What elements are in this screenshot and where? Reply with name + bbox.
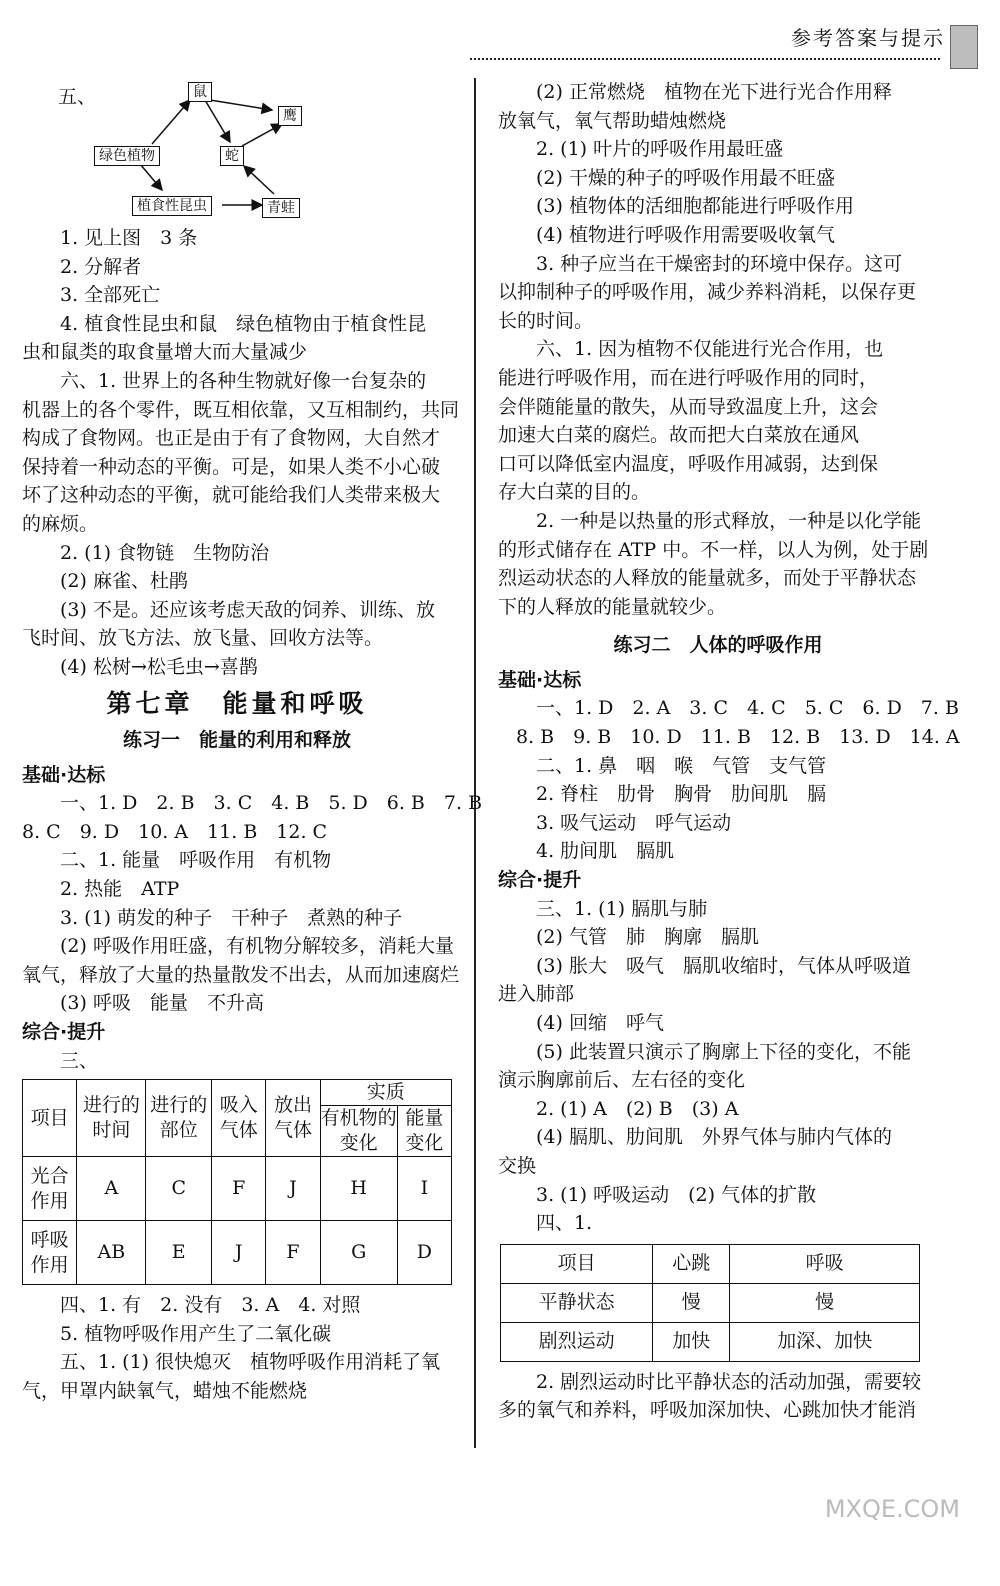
answer-line: (2) 气管 肺 胸廓 膈肌 [536, 926, 759, 949]
arrow-snake-to-eagle [242, 124, 282, 146]
answer-line: 四、1. [536, 1212, 593, 1235]
table-cell: 光合作用 [23, 1157, 77, 1221]
answer-line: (2) 呼吸作用旺盛，有机物分解较多，消耗大量 [60, 935, 454, 958]
header-divider [470, 58, 940, 60]
answer-line: 的麻烦。 [22, 512, 99, 535]
table-cell: E [146, 1221, 212, 1285]
answer-line: (2) 正常燃烧 植物在光下进行光合作用释 [536, 81, 892, 103]
table-cell: H [320, 1157, 397, 1221]
table-cell: 剧烈运动 [501, 1322, 653, 1361]
answer-line: 2. (1) A (2) B (3) A [536, 1097, 739, 1120]
table-header: 能量变化 [397, 1106, 451, 1157]
answer-line: 一、1. D 2. A 3. C 4. C 5. C 6. D 7. B [536, 697, 959, 720]
answer-line: 三、1. (1) 膈肌与肺 [536, 897, 708, 920]
answer-line: 进入肺部 [498, 983, 575, 1006]
answer-line: 保持着一种动态的平衡。可是，如果人类不小心破 [22, 455, 441, 478]
section-label: 三、 [60, 1049, 99, 1072]
answer-line: 烈运动状态的人释放的能量就多，而处于平静状态 [498, 567, 917, 590]
arrow-plant-to-insect [140, 164, 162, 190]
answer-line: 1. 见上图 3 条 [60, 227, 198, 249]
watermark: MXQE.COM [824, 1495, 960, 1523]
arrow-plant-to-mouse [152, 100, 190, 144]
arrow-frog-to-snake [244, 166, 274, 194]
answer-line: 2. (1) 食物链 生物防治 [60, 541, 270, 564]
answer-line: 虫和鼠类的取食量增大而大量减少 [22, 341, 308, 364]
table-cell: 呼吸作用 [23, 1221, 77, 1285]
table-cell: F [266, 1221, 320, 1285]
answer-line: 2. 热能 ATP [60, 878, 180, 901]
answer-line: 2. 剧烈运动时比平静状态的活动加强，需要较 [536, 1370, 922, 1393]
answer-line: 的形式储存在 ATP 中。不一样，以人为例，处于剧 [498, 538, 929, 561]
answer-line: 3. (1) 呼吸运动 (2) 气体的扩散 [536, 1183, 817, 1206]
answer-line: 六、1. 世界上的各种生物就好像一台复杂的 [60, 369, 427, 392]
answer-line: (5) 此装置只演示了胸廓上下径的变化，不能 [536, 1040, 911, 1063]
table-header: 有机物的变化 [320, 1106, 397, 1157]
exercise-title: 练习二 人体的呼吸作用 [613, 634, 823, 657]
answer-line: 长的时间。 [498, 309, 594, 332]
page-header-title: 参考答案与提示 [791, 26, 945, 50]
comparison-table [22, 1079, 452, 1285]
answer-line: (3) 不是。还应该考虑天敌的饲养、训练、放 [60, 598, 435, 621]
answer-line: 二、1. 能量 呼吸作用 有机物 [60, 849, 332, 872]
header-tab-decoration [950, 25, 978, 69]
answer-line: (4) 膈肌、肋间肌 外界气体与肺内气体的 [536, 1126, 892, 1149]
answer-line: 5. 植物呼吸作用产生了二氧化碳 [60, 1322, 332, 1345]
answer-line: 下的人释放的能量就较少。 [498, 595, 727, 618]
table-header: 呼吸 [730, 1244, 920, 1283]
answer-line: (3) 胀大 吸气 膈肌收缩时，气体从呼吸道 [536, 954, 911, 977]
table-cell: 慢 [730, 1283, 920, 1322]
arrow-mouse-to-eagle [210, 100, 272, 110]
answer-line: 演示胸廓前后、左右径的变化 [498, 1069, 746, 1092]
table-cell: AB [77, 1221, 146, 1285]
table-header: 项目 [23, 1080, 77, 1157]
section-advanced-label: 综合·提升 [498, 869, 582, 892]
answer-line: 一、1. D 2. B 3. C 4. B 5. D 6. B 7. B [60, 792, 483, 815]
answer-line: (3) 呼吸 能量 不升高 [60, 992, 264, 1015]
answer-line: 氧气，释放了大量的热量散发不出去，从而加速腐烂 [22, 963, 460, 986]
table-header: 进行的时间 [77, 1080, 146, 1157]
answer-line: 多的氧气和养料，呼吸加深加快、心跳加快才能消 [498, 1399, 917, 1422]
answer-line: 以抑制种子的呼吸作用，减少养料消耗，以保存更 [498, 281, 917, 304]
answer-line: (2) 麻雀、杜鹃 [60, 570, 188, 593]
answer-line: 8. B 9. B 10. D 11. B 12. B 13. D 14. A [516, 726, 960, 749]
answer-line: 4. 肋间肌 膈肌 [536, 840, 675, 863]
section-basic-label: 基础·达标 [22, 763, 106, 786]
node-green-plant: 绿色植物 [94, 146, 160, 166]
answer-line: (4) 回缩 呼气 [536, 1012, 664, 1034]
answer-line: 六、1. 因为植物不仅能进行光合作用，也 [536, 338, 884, 361]
answer-line: 口可以降低室内温度，呼吸作用减弱，达到保 [498, 452, 879, 475]
answer-line: 四、1. 有 2. 没有 3. A 4. 对照 [60, 1294, 361, 1317]
answer-line: 2. 脊柱 肋骨 胸骨 肋间肌 膈 [536, 783, 827, 806]
table-cell: 加深、加快 [730, 1322, 920, 1361]
right-column [498, 78, 960, 1425]
answer-line: 能进行呼吸作用，而在进行呼吸作用的同时， [498, 366, 879, 389]
answer-line: 3. 全部死亡 [60, 284, 161, 307]
node-eagle: 鹰 [278, 106, 302, 126]
table-row [501, 1322, 920, 1361]
table-cell: 平静状态 [501, 1283, 653, 1322]
table-cell: F [212, 1157, 266, 1221]
answer-line: 8. C 9. D 10. A 11. B 12. C [22, 820, 328, 843]
answer-line: 放氧气，氧气帮助蜡烛燃烧 [498, 109, 727, 132]
answer-line: 构成了食物网。也正是由于有了食物网，大自然才 [22, 427, 441, 450]
node-mouse: 鼠 [188, 82, 212, 102]
answer-line: 2. (1) 叶片的呼吸作用最旺盛 [536, 138, 784, 161]
answer-line: (3) 植物体的活细胞都能进行呼吸作用 [536, 195, 854, 218]
left-column [22, 224, 483, 1406]
heart-breath-table [500, 1244, 920, 1362]
answer-line: (4) 松树→松毛虫→喜鹊 [60, 655, 258, 678]
table-cell: I [397, 1157, 451, 1221]
answer-line: 会伴随能量的散失，从而导致温度上升，这会 [498, 395, 879, 418]
answer-line: 3. (1) 萌发的种子 干种子 煮熟的种子 [60, 906, 403, 929]
table-row [501, 1283, 920, 1322]
answer-line: 4. 植食性昆虫和鼠 绿色植物由于植食性昆 [60, 312, 427, 335]
answer-line: 交换 [498, 1154, 537, 1177]
food-web-diagram [22, 78, 452, 228]
answer-line: 飞时间、放飞方法、放飞量、回收方法等。 [22, 627, 384, 650]
table-cell: 加快 [653, 1322, 730, 1361]
answer-line: 存大白菜的目的。 [498, 481, 651, 504]
node-insect: 植食性昆虫 [132, 196, 212, 216]
table-cell: G [320, 1221, 397, 1285]
answer-line: 2. 一种是以热量的形式释放，一种是以化学能 [536, 509, 922, 532]
answer-line: 机器上的各个零件，既互相依靠，又互相制约，共同 [22, 398, 460, 421]
node-frog: 青蛙 [262, 198, 300, 218]
section-advanced-label: 综合·提升 [22, 1021, 106, 1044]
section-basic-label: 基础·达标 [498, 668, 582, 691]
answer-line: (2) 干燥的种子的呼吸作用最不旺盛 [536, 166, 835, 189]
table-header: 项目 [501, 1244, 653, 1283]
diagram-section-label: 五、 [58, 86, 97, 108]
column-divider [474, 78, 476, 1448]
table-cell: A [77, 1157, 146, 1221]
arrow-mouse-to-snake [205, 100, 230, 142]
answer-line: 二、1. 鼻 咽 喉 气管 支气管 [536, 754, 827, 777]
table-cell: D [397, 1221, 451, 1285]
answer-line: 坏了这种动态的平衡，就可能给我们人类带来极大 [22, 484, 441, 507]
table-header: 吸入气体 [212, 1080, 266, 1157]
node-snake: 蛇 [220, 146, 244, 166]
table-header: 实质 [320, 1080, 451, 1106]
table-header: 放出气体 [266, 1080, 320, 1157]
answer-line: (4) 植物进行呼吸作用需要吸收氧气 [536, 223, 835, 246]
exercise-title: 练习一 能量的利用和释放 [122, 729, 351, 752]
table-header: 进行的部位 [146, 1080, 212, 1157]
answer-line: 气，甲罩内缺氧气，蜡烛不能燃烧 [22, 1380, 308, 1402]
answer-line: 五、1. (1) 很快熄灭 植物呼吸作用消耗了氧 [60, 1351, 441, 1374]
table-header: 心跳 [653, 1244, 730, 1283]
table-row [23, 1221, 452, 1285]
table-cell: J [212, 1221, 266, 1285]
table-cell: C [146, 1157, 212, 1221]
chapter-title: 第七章 能量和呼吸 [106, 688, 368, 718]
table-row [23, 1157, 452, 1221]
answer-line: 加速大白菜的腐烂。故而把大白菜放在通风 [498, 424, 860, 447]
answer-line: 3. 种子应当在干燥密封的环境中保存。这可 [536, 252, 903, 275]
answer-line: 3. 吸气运动 呼气运动 [536, 811, 732, 834]
table-cell: J [266, 1157, 320, 1221]
table-cell: 慢 [653, 1283, 730, 1322]
answer-line: 2. 分解者 [60, 255, 142, 278]
